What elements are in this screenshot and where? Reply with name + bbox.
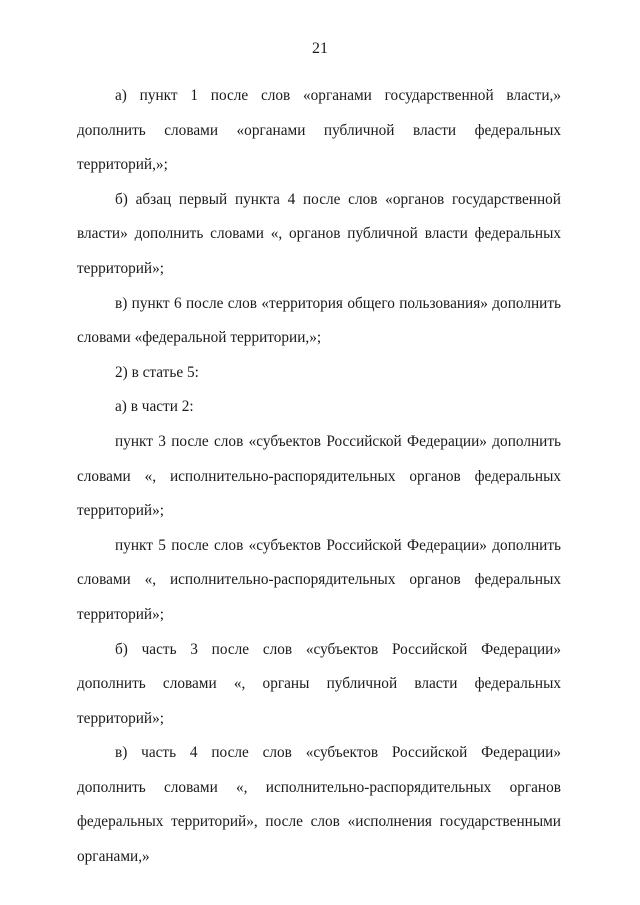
page-number: 21 bbox=[312, 40, 328, 57]
paragraph-part-3: б) часть 3 после слов «субъектов Российской Федерации» дополнить словами «, органы публичной власти федеральных территорий»; bbox=[77, 640, 561, 727]
paragraph-item-5: пункт 5 после слов «субъектов Российской Федерации» дополнить словами «, исполнительно-распорядительных органов федеральных территорий»; bbox=[77, 536, 561, 623]
paragraph-a-item-1: а) пункт 1 после слов «органами государственной власти,» дополнить словами «органами публичной власти федеральных территорий,»; bbox=[77, 87, 561, 174]
document-body bbox=[77, 79, 561, 875]
paragraph-b-item-4: б) абзац первый пункта 4 после слов «органов государственной власти» дополнить словами «, органов публичной власти федеральных территорий»; bbox=[77, 190, 561, 277]
paragraph-item-3: пункт 3 после слов «субъектов Российской Федерации» дополнить словами «, исполнительно-распорядительных органов федеральных территорий»; bbox=[77, 432, 561, 520]
paragraph-part-4: в) часть 4 после слов «субъектов Российской Федерации» дополнить словами «, исполнительно-распорядительных органов федеральных территорий», после слов «исполнения государственными органами,» bbox=[77, 744, 561, 866]
paragraph-article-5: 2) в статье 5: bbox=[115, 363, 199, 381]
paragraph-part-2: а) в части 2: bbox=[115, 398, 194, 416]
paragraph-v-item-6: в) пункт 6 после слов «территория общего пользования» дополнить словами «федеральной территории,»; bbox=[77, 294, 561, 347]
